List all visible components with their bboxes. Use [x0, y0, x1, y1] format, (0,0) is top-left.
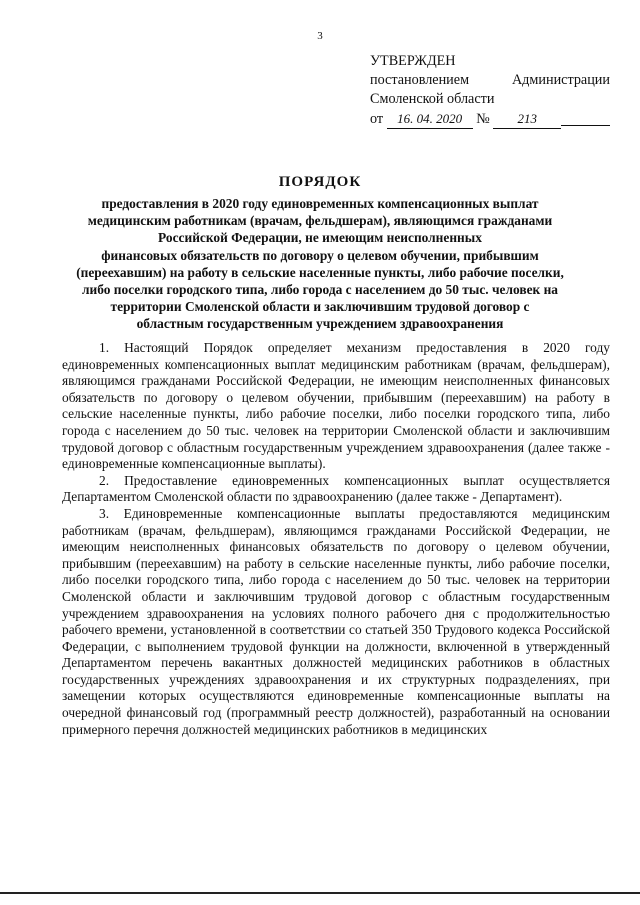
approval-heading: УТВЕРЖДЕН	[370, 53, 456, 69]
approval-stamp	[370, 52, 610, 129]
scan-bottom-edge	[0, 892, 640, 894]
approval-region: Смоленской области	[370, 91, 495, 107]
approval-date-line	[370, 109, 610, 129]
paragraph-1: 1. Настоящий Порядок определяет механизм предоставления в 2020 году единовременных компенсационных выплат медицинским работникам (врачам, фельдшерам), являющимся гражданами Российской Федерации, не имеющим неисполненных финансовых обязательств по договору о целевом обучении, прибывшим (переехавшим) на работу в сельские населенные пункты, либо рабочие поселки, либо поселки городского типа, либо города с населением до 50 тыс. человек на территории Смоленской области и заключившим трудовой договор с областным государственным учреждением здравоохранения (далее также - единовременные компенсационные выплаты).	[62, 340, 610, 472]
page-number: 3	[317, 30, 323, 42]
approval-resolution-line	[370, 71, 610, 90]
date-prefix: от	[370, 111, 384, 127]
approval-resolution-word: постановлением	[370, 72, 470, 88]
number-underline	[561, 124, 610, 126]
handwritten-date: 16. 04. 2020	[387, 109, 473, 129]
paragraph-3: 3. Единовременные компенсационные выплаты предоставляются медицинским работникам (врачам, фельдшерам), являющимся гражданами Российской Федерации, не имеющим неисполненных финансовых обязательств по договору о целевом обучении, прибывшим (переехавшим) на работу в сельские населенные пункты, либо рабочие поселки, либо поселки городского типа, либо города с населением до 50 тыс. человек на территории Смоленской области и заключившим трудовой договор с областным государственным учреждением здравоохранения на условиях полного рабочего дня с продолжительностью рабочего времени, установленной в соответствии со статьей 350 Трудового кодекса Российской Федерации, с выполнением трудовой функции на должности, включенной в утвержденный Департаментом перечень вакантных должностей медицинских работников в областных государственных учреждениях здравоохранения и их структурных подразделениях, при замещении которых осуществляются единовременные компенсационные выплаты на очередной финансовый год (программный реестр должностей), разработанный на основании примерного перечня должностей медицинских работников в медицинских	[62, 505, 610, 737]
document-title-block	[40, 174, 600, 333]
document-title: ПОРЯДОК	[278, 174, 362, 190]
handwritten-number: 213	[493, 109, 561, 129]
document-body	[62, 340, 610, 738]
document-subtitle: предоставления в 2020 году единовременных компенсационных выплат медицинским работникам (врачам, фельдшерам), являющимся гражданами Российской Федерации, не имеющим неисполненных финансовых обязательств по договору о целевом обучении, прибывшим (переехавшим) на работу в сельские населенные пункты, либо рабочие поселки, либо поселки городского типа, либо города с населением до 50 тыс. человек на территории Смоленской области и заключившим трудовой договор с областным государственным учреждением здравоохранения	[76, 196, 564, 332]
paragraph-2: 2. Предоставление единовременных компенсационных выплат осуществляется Департаментом Смоленской области по здравоохранению (далее также - Департамент).	[62, 472, 610, 505]
approval-administration-word: Администрации	[511, 72, 610, 88]
number-sign: №	[476, 111, 490, 127]
